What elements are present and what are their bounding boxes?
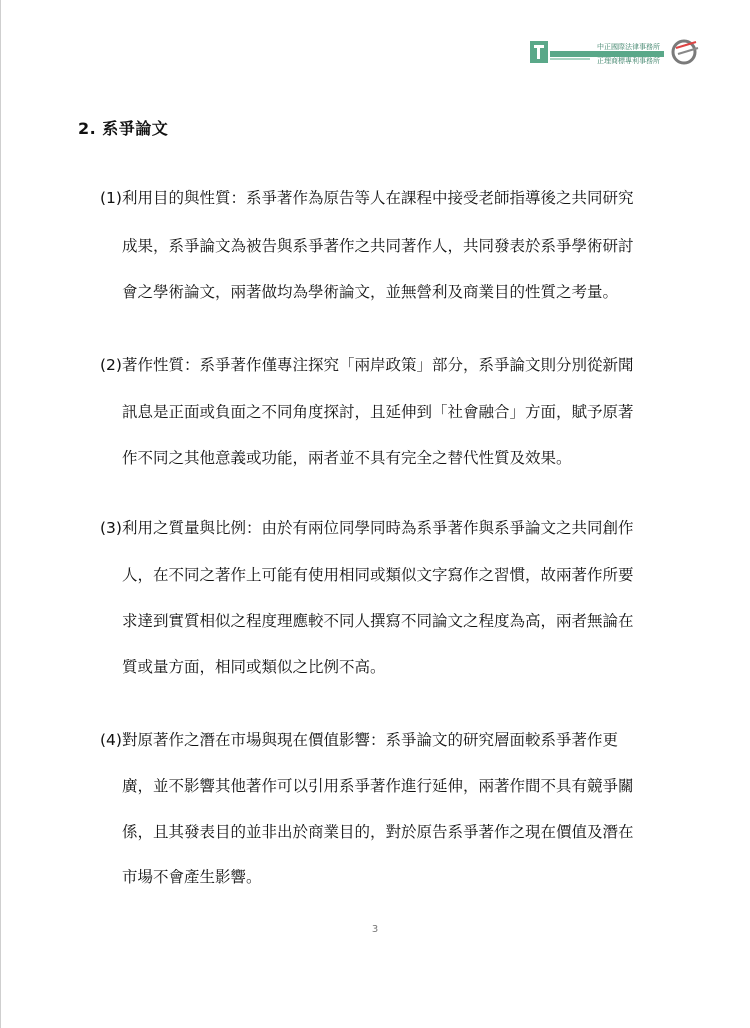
paragraph-line: 人，在不同之著作上可能有使用相同或類似文字寫作之習慣，故兩著作所要 (122, 566, 634, 584)
section-title: 2. 系爭論文 (78, 119, 169, 138)
logo-firm-name-1: 中正國際法律事務所 (597, 43, 660, 51)
page-number: 3 (371, 924, 379, 935)
paragraph-line: (4)對原著作之潛在市場與現在價值影響：系爭論文的研究層面較系爭著作更 (100, 731, 618, 749)
paragraph-line: 市場不會產生影響。 (122, 868, 262, 886)
paragraph-line: 係，且其發表目的並非出於商業目的，對於原告系爭著作之現在價值及潛在 (122, 823, 634, 841)
page-edge (0, 0, 1, 1028)
paragraph-line: 質或量方面，相同或類似之比例不高。 (122, 658, 386, 676)
firm-logo (528, 38, 700, 66)
paragraph-line: 廣，並不影響其他著作可以引用系爭著作進行延伸，兩著作間不具有競爭關 (122, 777, 634, 795)
logo-firm-name-2: 正理商標專利事務所 (597, 57, 660, 65)
paragraph-line: 會之學術論文，兩著做均為學術論文，並無營利及商業目的性質之考量。 (122, 283, 619, 301)
paragraph-line: (3)利用之質量與比例：由於有兩位同學同時為系爭著作與系爭論文之共同創作 (100, 519, 634, 537)
paragraph-line: 訊息是正面或負面之不同角度探討，且延伸到「社會融合」方面，賦予原著 (122, 403, 634, 421)
paragraph-line: 求達到實質相似之程度理應較不同人撰寫不同論文之程度為高，兩者無論在 (122, 612, 634, 630)
paragraph-line: 作不同之其他意義或功能，兩者並不具有完全之替代性質及效果。 (122, 449, 572, 467)
paragraph-line: 成果，系爭論文為被告與系爭著作之共同著作人，共同發表於系爭學術研討 (122, 237, 634, 255)
paragraph-line: (2)著作性質：系爭著作僅專注探究「兩岸政策」部分，系爭論文則分別從新聞 (100, 356, 634, 374)
paragraph-line: (1)利用目的與性質：系爭著作為原告等人在課程中接受老師指導後之共同研究 (100, 189, 634, 207)
